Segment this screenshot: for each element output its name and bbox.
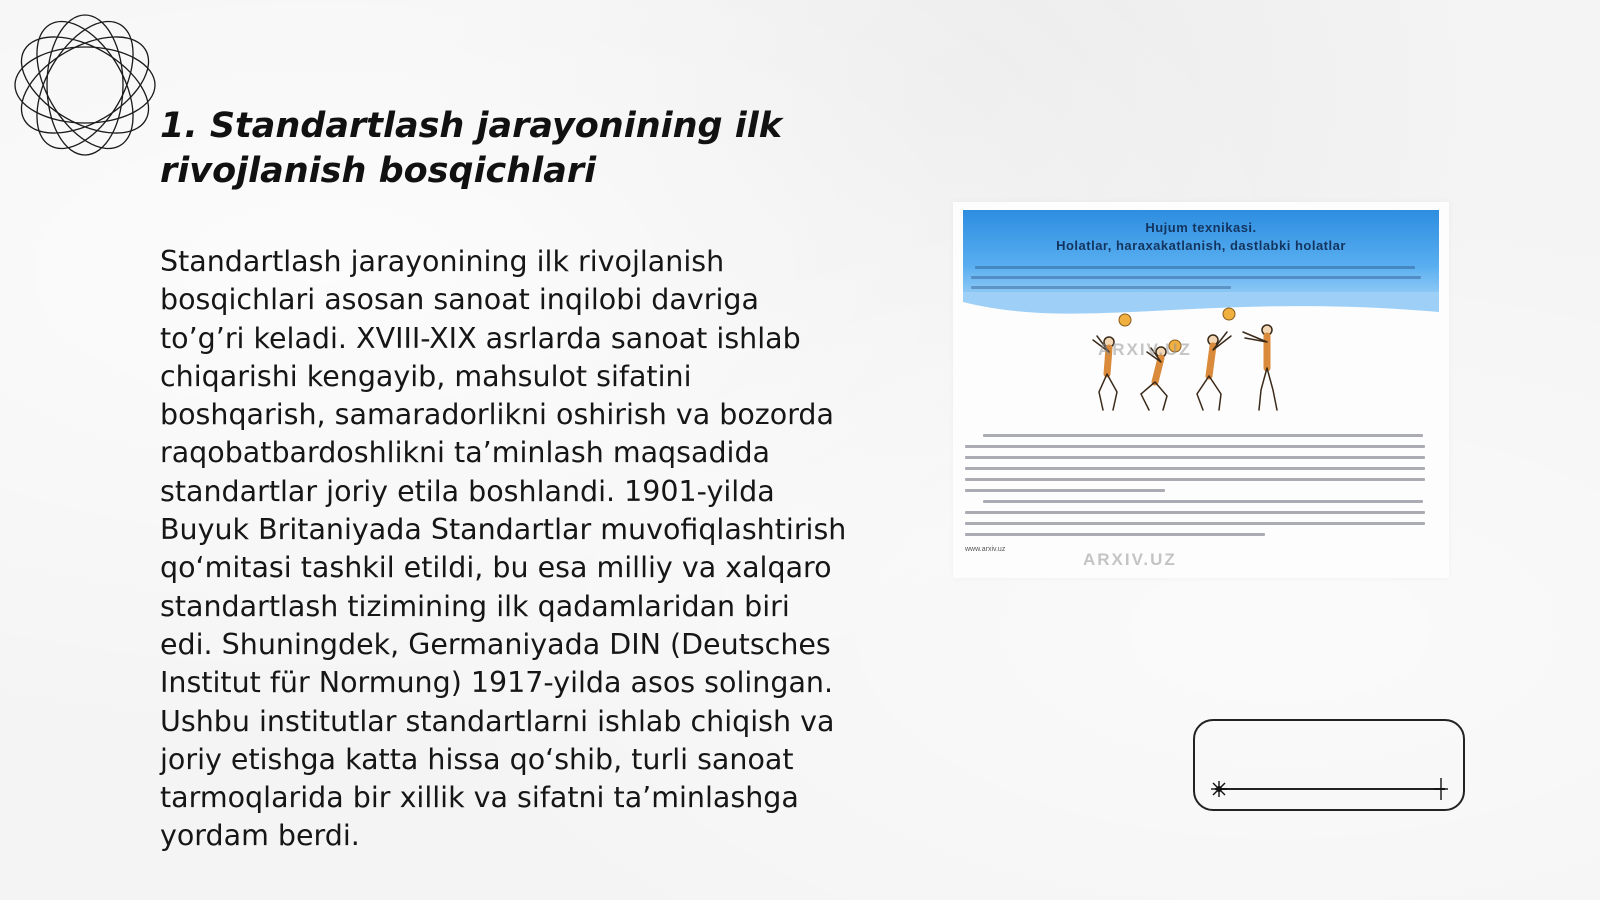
figure-watermark: ARXIV.UZ	[1083, 550, 1177, 569]
figure-caption: www.arxiv.uz	[965, 546, 1006, 553]
figure-blurred-text-line	[975, 266, 1415, 269]
slide-body-text: Standartlash jarayonining ilk rivojlanish bosqichlari asosan sanoat inqilobi davriga to’g’ri keladi. XVIII-XIX asrlarda sanoat ishlab chiqarishi kengayib, mahsulot sifatini boshqarish, samaradorlikni oshirish va bozorda raqobatbardoshlikni ta’minlash maqsadida standartlar joriy etila boshlandi. 1901-yilda Buyuk Britaniyada Standartlar muvofiqlashtirish qo‘mitasi tashkil etildi, bu esa milliy va xalqaro standartlash tizimining ilk qadamlaridan biri edi. Shuningdek, Germaniyada DIN (Deutsches Institut für Normung) 1917-yilda asos solingan. Ushbu institutlar standartlarni ishlab chiqish va joriy etishga katta hissa qo‘shib, turli sanoat tarmoqlarida bir xillik va sifatni ta’minlashga yordam berdi.	[160, 245, 847, 853]
figure-blurred-text-line	[965, 533, 1265, 536]
volleyball-players-illustration	[1063, 302, 1303, 422]
figure-blurred-text-line	[971, 276, 1421, 279]
figure-blurred-text-line	[965, 467, 1425, 470]
figure-blurred-text-line	[965, 456, 1425, 459]
orbital-rings-logo-icon	[10, 10, 160, 160]
figure-blurred-text-line	[965, 445, 1425, 448]
slide-title: 1. Standartlash jarayonining ilk rivojlanish bosqichlari	[160, 106, 783, 191]
embedded-figure-image	[953, 202, 1449, 578]
figure-subtitle: Holatlar, haraxakatlanish, dastlabki holatlar	[1056, 238, 1346, 253]
figure-blurred-text-line	[983, 434, 1423, 437]
decorative-slider-box	[1193, 719, 1465, 811]
sun-burst-icon	[1209, 779, 1229, 799]
figure-blurred-text-line	[965, 522, 1425, 525]
crosshair-plus-icon	[1431, 777, 1451, 801]
slider-track	[1215, 788, 1445, 790]
figure-header-band	[963, 210, 1439, 302]
figure-blurred-text-line	[965, 489, 1165, 492]
figure-blurred-text-line	[983, 500, 1423, 503]
figure-blurred-text-line	[965, 511, 1425, 514]
figure-blurred-text-line	[965, 478, 1425, 481]
figure-blurred-text-line	[971, 286, 1231, 289]
figure-title: Hujum texnikasi.	[1145, 220, 1257, 235]
figure-watermark: ARXIV.UZ	[1098, 340, 1192, 359]
